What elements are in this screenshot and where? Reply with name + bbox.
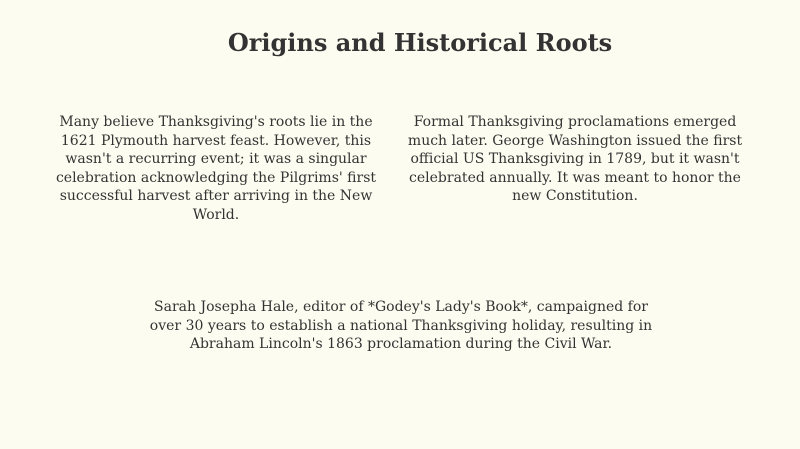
- bottom-paragraph: Sarah Josepha Hale, editor of *Godey's Lady's Book*, campaigned for over 30 years to establish a national Thanksgiving holiday, resulting in Abraham Lincoln's 1863 proclamation during the Civil War.: [149, 299, 653, 352]
- right-paragraph: Formal Thanksgiving proclamations emerged much later. George Washington issued the first official US Thanksgiving in 1789, but it wasn't celebrated annually. It was meant to honor the new Constitution.: [407, 114, 743, 204]
- left-paragraph: Many believe Thanksgiving's roots lie in the 1621 Plymouth harvest feast. However, this wasn't a recurring event; it was a singular celebration acknowledging the Pilgrims' first successful harvest after arriving in the New World.: [55, 114, 377, 223]
- slide-title: Origins and Historical Roots: [227, 28, 613, 57]
